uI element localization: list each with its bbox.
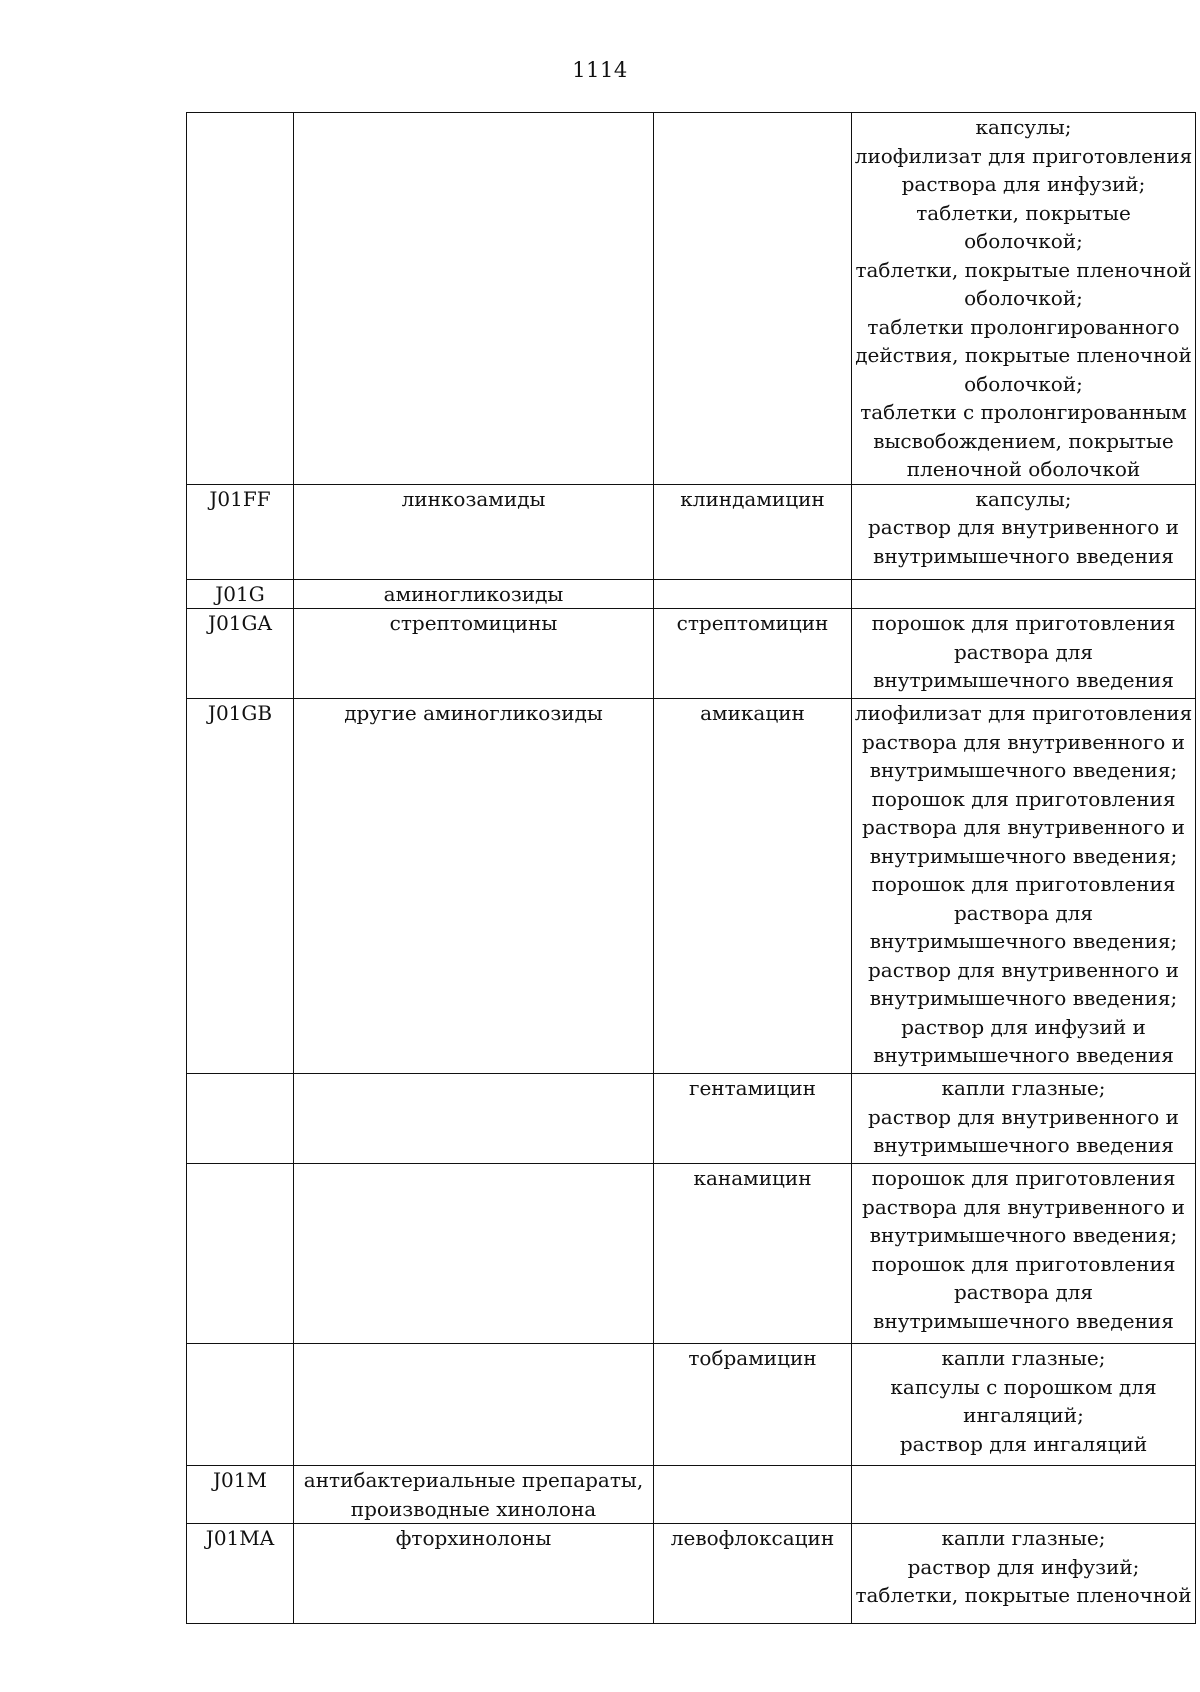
dosage-form-item: капли глазные; — [941, 1076, 1106, 1100]
dosage-form-item: раствор для внутривенного и внутримышечного введения; — [867, 957, 1179, 1010]
dosage-forms-cell — [852, 484, 1196, 579]
dosage-form-item: раствор для внутривенного и внутримышечного введения — [867, 1104, 1179, 1157]
dosage-form-item: порошок для приготовления раствора для внутривенного и внутримышечного введения; — [862, 1166, 1185, 1247]
dosage-form-item: порошок для приготовления раствора для внутримышечного введения — [871, 611, 1176, 692]
dosage-form-item: таблетки, покрытые пленочной оболочкой; — [855, 257, 1192, 310]
dosage-form-item: раствор для внутривенного и внутримышечного введения — [867, 515, 1179, 568]
table-body — [187, 113, 1196, 1624]
dosage-form-item: лиофилизат для приготовления раствора для инфузий; — [854, 143, 1193, 196]
dosage-form-item: лиофилизат для приготовления раствора для внутривенного и внутримышечного введения; — [854, 701, 1193, 782]
dosage-form-item: порошок для приготовления раствора для внутривенного и внутримышечного введения; — [862, 786, 1185, 868]
group-name-cell: стрептомицины — [294, 609, 654, 699]
dosage-form-item: таблетки пролонгированного действия, покрытые пленочной оболочкой; — [855, 314, 1192, 396]
dosage-form-item: раствор для ингаляций — [899, 1431, 1148, 1456]
group-name-cell: линкозамиды — [294, 484, 654, 579]
group-name-cell: фторхинолоны — [294, 1524, 654, 1624]
group-name-cell — [294, 1344, 654, 1466]
dosage-forms-cell — [852, 1074, 1196, 1164]
dosage-form-item: раствор для инфузий; — [907, 1554, 1140, 1579]
atc-code-cell: J01M — [187, 1466, 294, 1524]
dosage-forms-cell — [852, 113, 1196, 485]
atc-code-cell — [187, 1074, 294, 1164]
atc-code-cell: J01GB — [187, 699, 294, 1074]
table-row — [187, 609, 1196, 699]
table-row — [187, 579, 1196, 609]
table-row — [187, 484, 1196, 579]
drug-name-cell: гентамицин — [654, 1074, 852, 1164]
group-name-cell: аминогликозиды — [294, 579, 654, 609]
dosage-form-item: таблетки, покрытые оболочкой; — [916, 200, 1131, 253]
drug-name-cell: канамицин — [654, 1164, 852, 1344]
dosage-forms-cell — [852, 699, 1196, 1074]
group-name-cell — [294, 1164, 654, 1344]
group-name-cell: антибактериальные препараты, производные хинолона — [294, 1466, 654, 1524]
atc-code-cell: J01GA — [187, 609, 294, 699]
dosage-form-item: капсулы; — [975, 486, 1072, 511]
table-row — [187, 1344, 1196, 1466]
drug-name-cell: левофлоксацин — [654, 1524, 852, 1624]
atc-code-cell: J01FF — [187, 484, 294, 579]
drug-name-cell: тобрамицин — [654, 1344, 852, 1466]
dosage-form-item: порошок для приготовления раствора для внутримышечного введения; — [869, 872, 1178, 953]
table-row — [187, 1164, 1196, 1344]
atc-code-cell: J01G — [187, 579, 294, 609]
atc-code-cell: J01MA — [187, 1524, 294, 1624]
atc-code-cell — [187, 1164, 294, 1344]
dosage-form-item: таблетки с пролонгированным высвобождением, покрытые пленочной оболочкой — [860, 400, 1187, 481]
group-name-cell: другие аминогликозиды — [294, 699, 654, 1074]
dosage-form-item: капсулы с порошком для ингаляций; — [890, 1374, 1157, 1427]
dosage-forms-cell — [852, 609, 1196, 699]
drug-name-cell — [654, 1466, 852, 1524]
dosage-form-item: порошок для приготовления раствора для внутримышечного введения — [871, 1251, 1176, 1333]
page-number: 1114 — [572, 58, 628, 82]
dosage-form-item: раствор для инфузий и внутримышечного введения — [873, 1014, 1174, 1067]
group-name-cell — [294, 113, 654, 485]
dosage-forms-cell — [852, 1466, 1196, 1524]
table-row — [187, 1466, 1196, 1524]
medication-table — [186, 112, 1196, 1624]
dosage-form-item: таблетки, покрытые пленочной — [855, 1583, 1192, 1607]
dosage-forms-cell — [852, 1524, 1196, 1624]
atc-code-cell — [187, 1344, 294, 1466]
dosage-forms-cell — [852, 1344, 1196, 1466]
drug-name-cell — [654, 113, 852, 485]
dosage-form-item: капли глазные; — [941, 1346, 1106, 1370]
table-row — [187, 113, 1196, 485]
dosage-forms-cell — [852, 1164, 1196, 1344]
drug-name-cell: стрептомицин — [654, 609, 852, 699]
drug-name-cell — [654, 579, 852, 609]
dosage-form-item: капсулы; — [975, 115, 1072, 139]
dosage-forms-cell — [852, 579, 1196, 609]
drug-name-cell: клиндамицин — [654, 484, 852, 579]
dosage-form-item: капли глазные; — [941, 1526, 1106, 1550]
drug-name-cell: амикацин — [654, 699, 852, 1074]
table-row — [187, 1524, 1196, 1624]
group-name-cell — [294, 1074, 654, 1164]
table-row — [187, 1074, 1196, 1164]
atc-code-cell — [187, 113, 294, 485]
table-row — [187, 699, 1196, 1074]
